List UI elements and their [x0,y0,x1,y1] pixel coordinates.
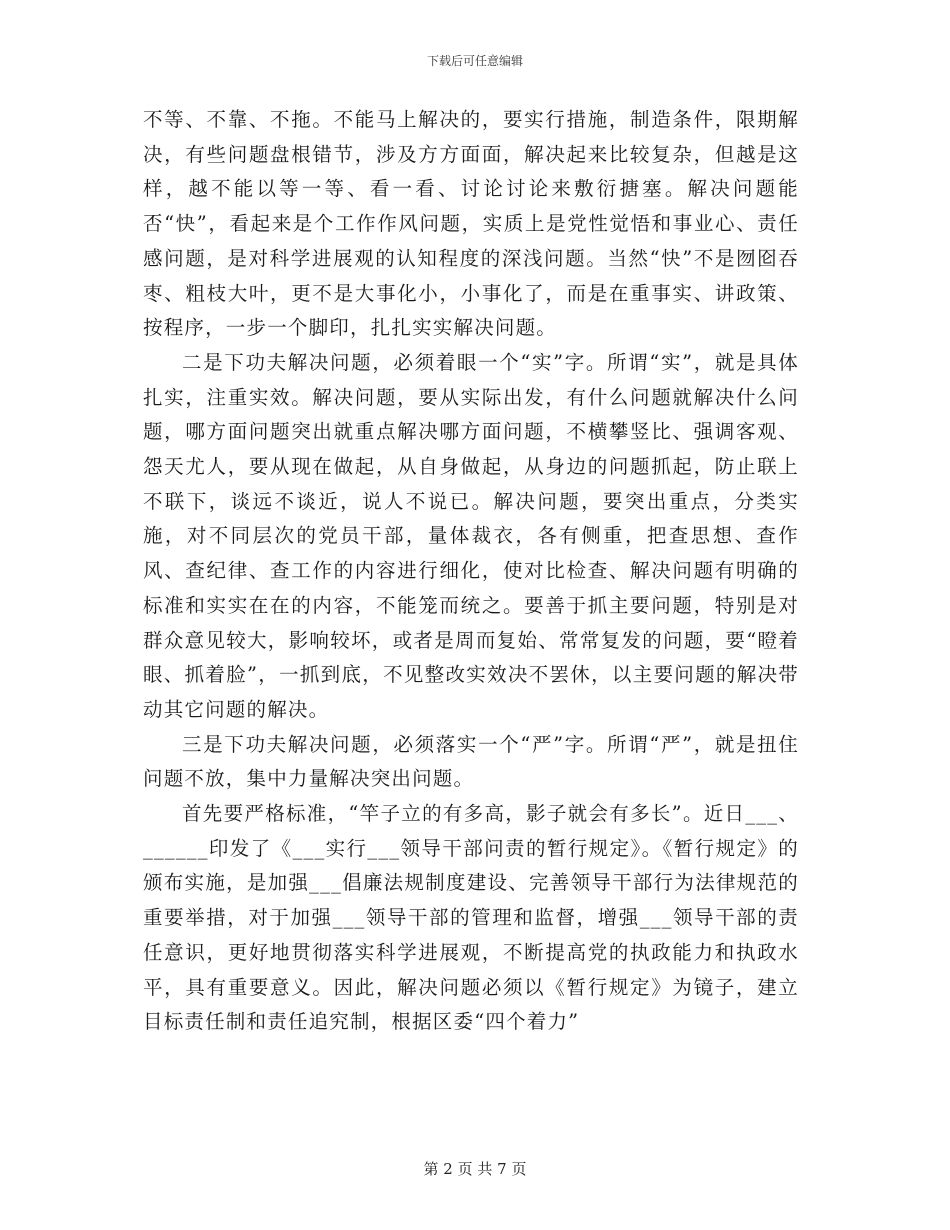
document-body [143,103,799,1040]
paragraph-standards: 首先要严格标准，“竿子立的有多高，影子就会有多长”。近日___、______印发了《___实行___领导干部问责的暂行规定》。《暂行规定》的颁布实施，是加强___倡廉法规制度建设、完善领导干部行为法律规范的重要举措，对于加强___领导干部的管理和监督，增强___领导干部的责任意识，更好地贯彻落实科学进展观，不断提高党的执政能力和执政水平，具有重要意义。因此，解决问题必须以《暂行规定》为镜子，建立目标责任制和责任追究制，根据区委“四个着力” [143,802,799,1034]
paragraph-continued: 不等、不靠、不拖。不能马上解决的，要实行措施，制造条件，限期解决，有些问题盘根错节，涉及方方面面，解决起来比较复杂，但越是这样，越不能以等一等、看一看、讨论讨论来敷衍搪塞。解决问题能否“快”，看起来是个工作作风问题，实质上是党性觉悟和事业心、责任感问题，是对科学进展观的认知程度的深浅问题。当然“快”不是囫囵吞枣、粗枝大叶，更不是大事化小，小事化了，而是在重事实、讲政策、按程序，一步一个脚印，扎扎实实解决问题。 [143,108,799,340]
paragraph-shi: 二是下功夫解决问题，必须着眼一个“实”字。所谓“实”，就是具体扎实，注重实效。解决问题，要从实际出发，有什么问题就解决什么问题，哪方面问题突出就重点解决哪方面问题，不横攀竖比、强调客观、怨天尤人，要从现在做起，从自身做起，从身边的问题抓起，防止联上不联下，谈远不谈近，说人不说已。解决问题，要突出重点，分类实施，对不同层次的党员干部，量体裁衣，各有侧重，把查思想、查作风、查纪律、查工作的内容进行细化，使对比检查、解决问题有明确的标准和实实在在的内容，不能笼而统之。要善于抓主要问题，特别是对群众意见较大，影响较坏，或者是周而复始、常常复发的问题，要“瞪着眼、抓着脸”，一抓到底，不见整改实效决不罢休，以主要问题的解决带动其它问题的解决。 [143,350,799,721]
page-number: 第 2 页 共 7 页 [423,1160,527,1178]
paragraph-yan: 三是下功夫解决问题，必须落实一个“严”字。所谓“严”，就是扭住问题不放，集中力量解决突出问题。 [143,732,799,791]
page-header-note: 下载后可任意编辑 [426,54,523,68]
